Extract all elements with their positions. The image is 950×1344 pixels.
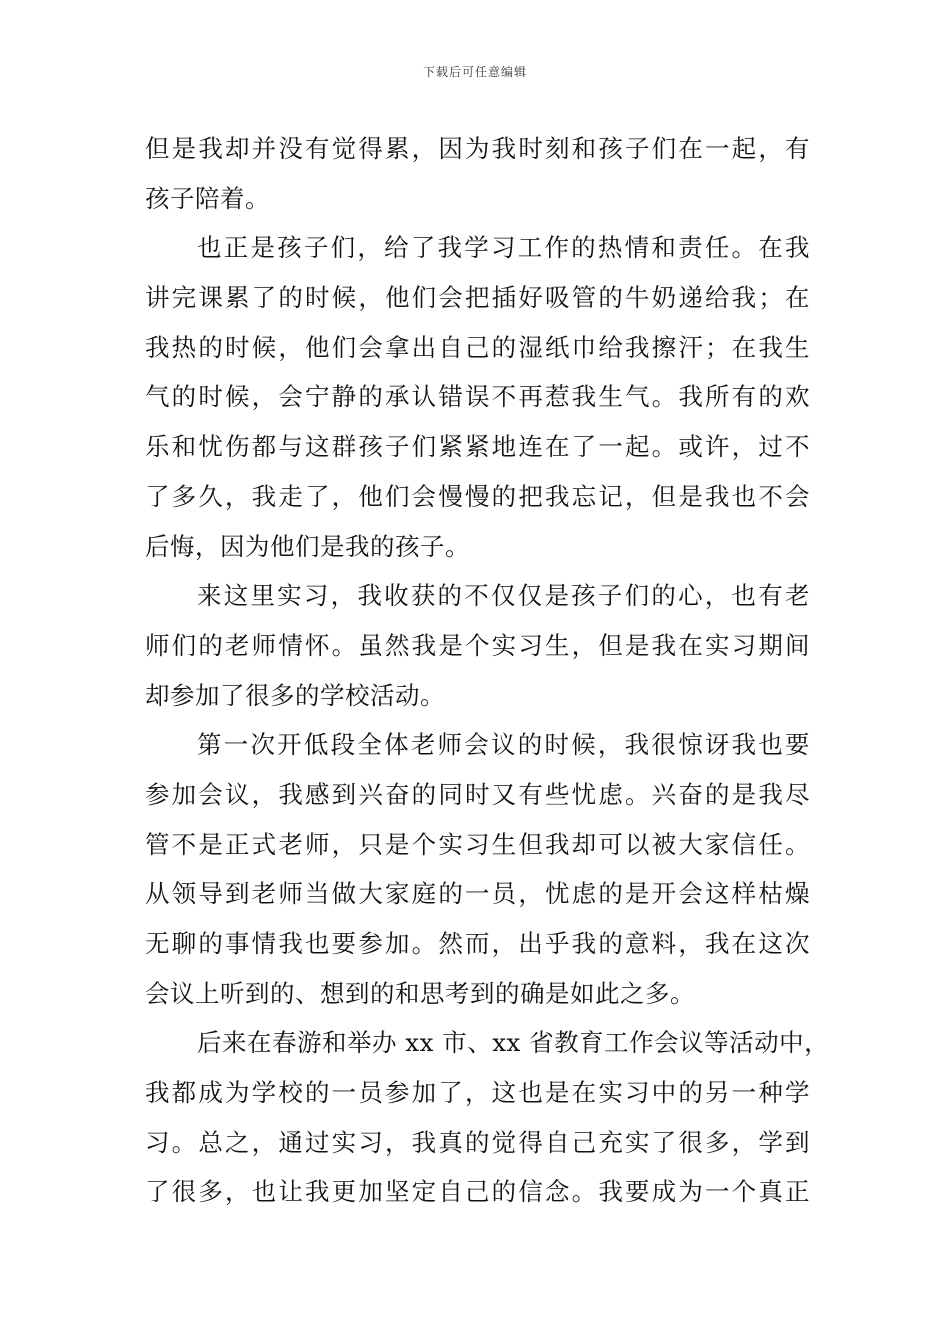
text-line: 习。总之，通过实习，我真的觉得自己充实了很多，学到 — [145, 1127, 810, 1157]
text-line: 但是我却并没有觉得累，因为我时刻和孩子们在一起，有 — [145, 134, 810, 163]
paragraph-first-line: 来这里实习，我收获的不仅仅是孩子们的心，也有老 — [197, 581, 810, 611]
text-line: 了多久，我走了，他们会慢慢的把我忘记，但是我也不会 — [145, 481, 810, 511]
text-line: 我热的时候，他们会拿出自己的湿纸巾给我擦汗；在我生 — [145, 332, 810, 362]
paragraph-first-line: 后来在春游和举办 xx 市、xx 省教育工作会议等活动中， — [197, 1028, 830, 1058]
text-line: 参加会议，我感到兴奋的同时又有些忧虑。兴奋的是我尽 — [145, 779, 810, 809]
text-line: 讲完课累了的时候，他们会把插好吸管的牛奶递给我；在 — [145, 283, 810, 313]
text-line: 气的时候，会宁静的承认错误不再惹我生气。我所有的欢 — [145, 382, 810, 412]
text-line: 师们的老师情怀。虽然我是个实习生，但是我在实习期间 — [145, 630, 810, 660]
text-line: 却参加了很多的学校活动。 — [145, 680, 445, 710]
document-body — [145, 124, 830, 1217]
text-line: 孩子陪着。 — [145, 183, 270, 213]
page-header: 下载后可任意编辑 — [422, 65, 527, 79]
text-line: 从领导到老师当做大家庭的一员，忧虑的是开会这样枯燥 — [145, 879, 810, 909]
text-line: 会议上听到的、想到的和思考到的确是如此之多。 — [145, 978, 695, 1008]
text-line: 了很多，也让我更加坚定自己的信念。我要成为一个真正 — [145, 1177, 810, 1207]
text-line: 我都成为学校的一员参加了，这也是在实习中的另一种学 — [145, 1078, 810, 1108]
paragraph-first-line: 第一次开低段全体老师会议的时候，我很惊讶我也要 — [197, 730, 810, 760]
text-line: 无聊的事情我也要参加。然而，出乎我的意料，我在这次 — [145, 929, 810, 958]
text-line: 管不是正式老师，只是个实习生但我却可以被大家信任。 — [145, 829, 810, 859]
text-line: 后悔，因为他们是我的孩子。 — [145, 531, 470, 561]
text-line: 乐和忧伤都与这群孩子们紧紧地连在了一起。或许，过不 — [145, 432, 810, 462]
paragraph-first-line: 也正是孩子们，给了我学习工作的热情和责任。在我 — [197, 233, 810, 263]
